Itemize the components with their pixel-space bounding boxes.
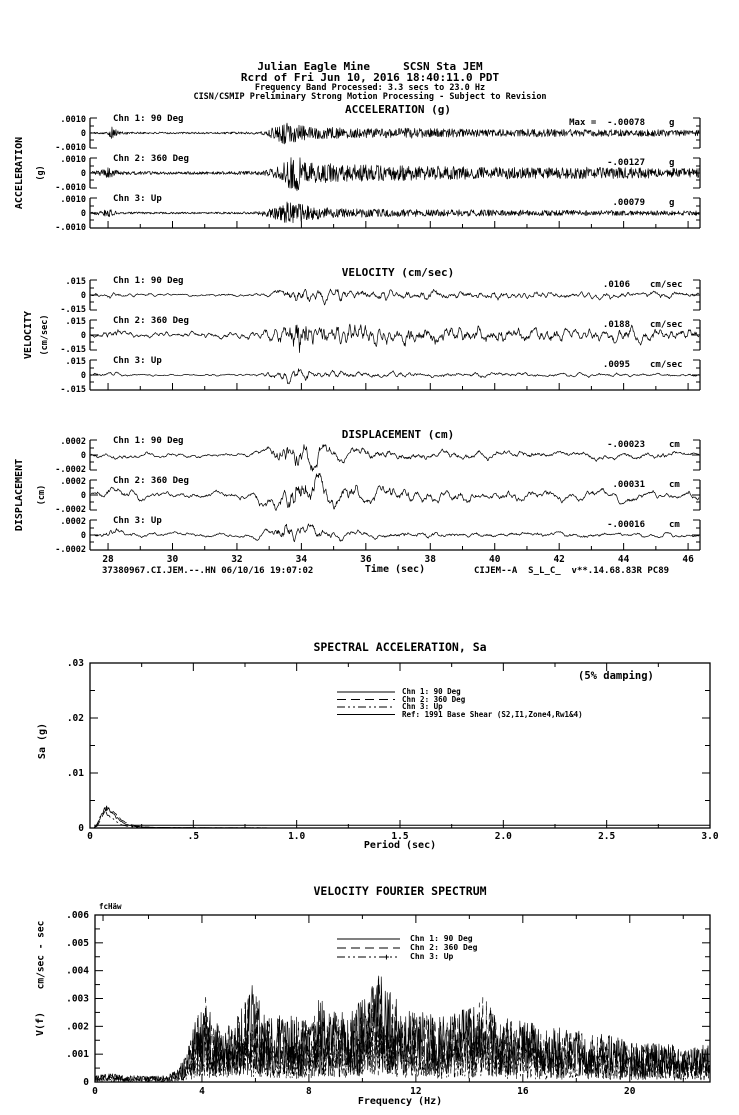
time-tick-label: 46 [682,554,694,565]
record-station-title: Julian Eagle Mine SCSN Sta JEM [257,60,483,73]
time-tick-label: 36 [360,554,372,565]
vel-chn1-max-units: cm/sec [650,280,683,290]
time-tick-label: 42 [553,554,565,565]
y-tick-label: 0 [80,129,86,139]
disp-chn1-label: Chn 1: 90 Deg [113,436,184,446]
x-tick-label: 1.5 [391,831,409,842]
y-tick-label: 0 [80,491,86,501]
y-tick-label: .001 [66,1049,89,1061]
y-tick-label: 0 [80,291,86,301]
time-tick-label: 38 [424,554,437,565]
sa-plot-title: SPECTRAL ACCELERATION, Sa [313,640,487,654]
vel-chn1-max-value: .0106 [602,280,630,290]
x-tick-label: 4 [199,1086,205,1097]
y-tick-label: -.0002 [55,545,86,555]
velocity-axis-label: VELOCITY [23,310,34,360]
y-tick-label: .0010 [60,115,86,125]
period-axis-label: Period (sec) [363,840,437,851]
y-tick-label: .01 [66,768,84,779]
vel-chn2-label: Chn 2: 360 Deg [113,316,189,326]
y-tick-label: .006 [66,910,89,921]
time-tick-label: 40 [489,554,501,565]
x-tick-label: 12 [410,1086,422,1097]
y-tick-label: .0010 [60,155,86,165]
x-tick-label: 20 [624,1086,636,1097]
vel-chn3-max-value: .0095 [602,360,630,370]
processing-footnote: CIJEM--A S_L_C_ v**.14.68.83R PC89 [474,566,670,576]
fourier-plot-title: VELOCITY FOURIER SPECTRUM [313,884,487,898]
acc-chn2-max-units: g [669,158,675,168]
time-tick-label: 30 [166,554,179,565]
sa-axis-label: Sa (g) [37,722,48,760]
acc-chn3-max-units: g [669,198,675,208]
x-tick-label: 2.0 [494,831,512,842]
seismic-trace [91,289,699,305]
x-tick-label: 3.0 [701,831,719,842]
y-tick-label: 0 [80,371,86,381]
velocity-panel-title: VELOCITY (cm/sec) [341,266,455,279]
peak-marker: + [103,804,110,815]
fourier-legend-chn2: Chn 2: 360 Deg [410,943,478,952]
y-tick-label: .02 [66,713,84,724]
sa-legend-chn3: Chn 3: Up [402,702,443,711]
disp-chn3-label: Chn 3: Up [113,516,162,526]
frequency-axis-label: Frequency (Hz) [357,1096,443,1107]
vel-chn2-max-units: cm/sec [650,320,683,330]
x-tick-label: 16 [517,1086,529,1097]
y-tick-label: .0002 [60,517,86,527]
y-tick-label: -.015 [60,305,86,315]
y-tick-label: 0 [83,1077,89,1088]
vel-chn3-max-units: cm/sec [650,360,683,370]
x-tick-label: 0 [87,831,93,842]
disp-chn2-max-units: cm [669,480,680,490]
acceleration-axis-units: (g) [35,165,46,181]
y-tick-label: -.0002 [55,465,86,475]
acc-chn2-label: Chn 2: 360 Deg [113,154,189,164]
fourier-axis-label: V(f) [35,1011,46,1037]
y-tick-label: .004 [66,965,89,977]
y-tick-label: .0002 [60,437,86,447]
disp-chn3-max-units: cm [669,520,680,530]
y-tick-label: -.015 [60,385,86,395]
displacement-axis-label: DISPLACEMENT [14,458,25,532]
acc-chn2-max-value: -.00127 [607,158,645,168]
vel-chn1-label: Chn 1: 90 Deg [113,276,184,286]
frequency-band-line: Frequency Band Processed: 3.3 secs to 23.0 Hz [254,83,486,93]
x-tick-label: .5 [187,831,200,842]
acc-chn1-label: Chn 1: 90 Deg [113,114,184,124]
y-tick-label: .015 [65,317,86,327]
y-tick-label: .0002 [60,477,86,487]
y-tick-label: 0 [80,331,86,341]
disp-chn1-max-units: cm [669,440,680,450]
time-axis-label: Time (sec) [364,564,426,575]
x-tick-label: 0 [92,1086,98,1097]
velocity-axis-units: (cm/sec) [39,314,50,356]
y-tick-label: 0 [80,209,86,219]
fourier-legend-chn1: Chn 1: 90 Deg [410,934,473,943]
disp-chn3-max-value: -.00016 [607,520,645,530]
disp-chn2-max-value: .00031 [612,480,645,490]
displacement-axis-units: (cm) [36,484,47,506]
peak-marker: + [383,952,390,963]
y-tick-label: .003 [66,993,89,1005]
y-tick-label: .015 [65,357,86,367]
y-tick-label: 0 [80,531,86,541]
corner-frequency-marker-text: fcHäw [99,902,122,911]
time-tick-label: 44 [617,554,630,565]
damping-note: (5% damping) [578,670,654,682]
y-tick-label: -.0002 [55,505,86,515]
acceleration-axis-label: ACCELERATION [14,136,25,210]
time-tick-label: 34 [295,554,308,565]
vel-chn3-label: Chn 3: Up [113,356,162,366]
vel-chn2-max-value: .0188 [602,320,630,330]
time-tick-label: 32 [231,554,243,565]
y-tick-label: .03 [66,658,84,669]
disp-chn2-label: Chn 2: 360 Deg [113,476,189,486]
seismic-trace [91,369,699,384]
y-tick-label: .002 [66,1021,89,1033]
sa-legend-ref: Ref: 1991 Base Shear (S2,I1,Zone4,Rw1&4) [402,709,583,719]
fourier-legend-chn3: Chn 3: Up [410,952,454,961]
x-tick-label: 8 [306,1086,312,1097]
y-tick-label: -.0010 [55,223,86,233]
x-tick-label: 2.5 [598,831,616,842]
y-tick-label: -.0010 [55,143,86,153]
disp-chn1-max-value: -.00023 [607,440,645,450]
y-tick-label: -.015 [60,345,86,355]
x-tick-label: 1.0 [288,831,306,842]
displacement-panel-title: DISPLACEMENT (cm) [341,428,455,441]
y-tick-label: -.0010 [55,183,86,193]
processing-notice: CISN/CSMIP Preliminary Strong Motion Processing - Subject to Revision [193,92,547,102]
y-tick-label: 0 [78,823,84,834]
sa-legend-chn2: Chn 2: 360 Deg [402,694,466,704]
y-tick-label: 0 [80,451,86,461]
plot-frame [90,663,710,828]
seismic-trace [91,202,699,223]
acc-chn1-max-units: g [669,118,675,128]
sa-legend-chn1: Chn 1: 90 Deg [402,687,461,696]
y-tick-label: .0010 [60,195,86,205]
record-time-line: Rcrd of Fri Jun 10, 2016 18:40:11.0 PDT [240,71,500,84]
acc-chn3-max-value: .00079 [612,198,645,208]
acceleration-panel-title: ACCELERATION (g) [345,103,451,116]
acc-chn1-max-value: Max = -.00078 [569,118,645,128]
time-tick-label: 28 [102,554,114,565]
acc-chn3-label: Chn 3: Up [113,194,162,204]
fourier-axis-units: cm/sec - sec [35,920,47,990]
y-tick-label: .005 [66,937,89,949]
record-id-footnote: 37380967.CI.JEM.--.HN 06/10/16 19:07:02 [102,566,314,576]
y-tick-label: 0 [80,169,86,179]
y-tick-label: .015 [65,277,86,287]
